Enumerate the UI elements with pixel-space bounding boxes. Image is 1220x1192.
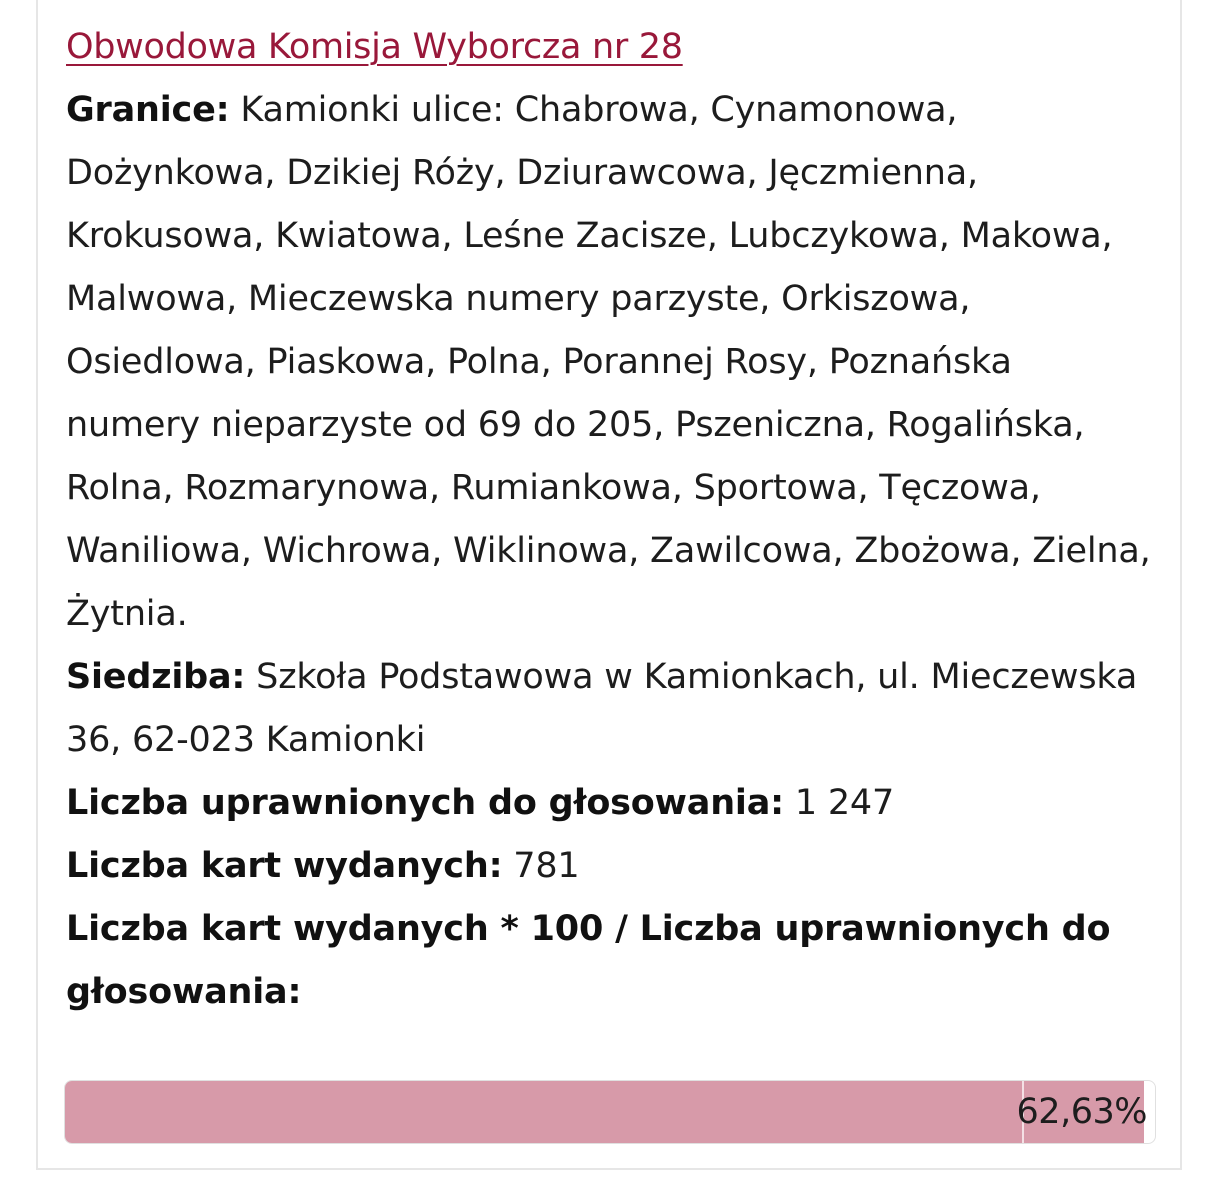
commission-card (36, 0, 1182, 1170)
turnout-progress-fill (65, 1081, 1144, 1143)
eligible-voters-value: 1 247 (794, 783, 895, 823)
turnout-progress-bar (64, 1080, 1156, 1144)
eligible-voters-label: Liczba uprawnionych do głosowania: (66, 783, 784, 823)
seat-row (66, 646, 1156, 772)
boundaries-row (66, 79, 1156, 646)
turnout-ratio-row (66, 898, 1156, 1024)
commission-details (66, 16, 1156, 1024)
turnout-ratio-label: Liczba kart wydanych * 100 / Liczba uprawnionych do głosowania: (66, 909, 1111, 1012)
cards-issued-label: Liczba kart wydanych: (66, 846, 503, 886)
eligible-voters-row (66, 772, 1156, 835)
boundaries-value: Kamionki ulice: Chabrowa, Cynamonowa, Dożynkowa, Dzikiej Róży, Dziurawcowa, Jęczmienna, Krokusowa, Kwiatowa, Leśne Zacisze, Lubczykowa, Makowa, Malwowa, Mieczewska numery parzyste, Orkiszowa, Osiedlowa, Piaskowa, Polna, Porannej Rosy, Poznańska numery nieparzyste od 69 do 205, Pszeniczna, Rogalińska, Rolna, Rozmarynowa, Rumiankowa, Sportowa, Tęczowa, Waniliowa, Wichrowa, Wiklinowa, Zawilcowa, Zbożowa, Zielna, Żytnia. (66, 90, 1151, 634)
cards-issued-value: 781 (513, 846, 580, 886)
seat-label: Siedziba: (66, 657, 246, 697)
turnout-percent-label: 62,63% (1016, 1092, 1147, 1132)
seat-value: Szkoła Podstawowa w Kamionkach, ul. Mieczewska 36, 62-023 Kamionki (66, 657, 1138, 760)
boundaries-label: Granice: (66, 90, 230, 130)
cards-issued-row (66, 835, 1156, 898)
commission-title-link[interactable]: Obwodowa Komisja Wyborcza nr 28 (66, 27, 683, 67)
